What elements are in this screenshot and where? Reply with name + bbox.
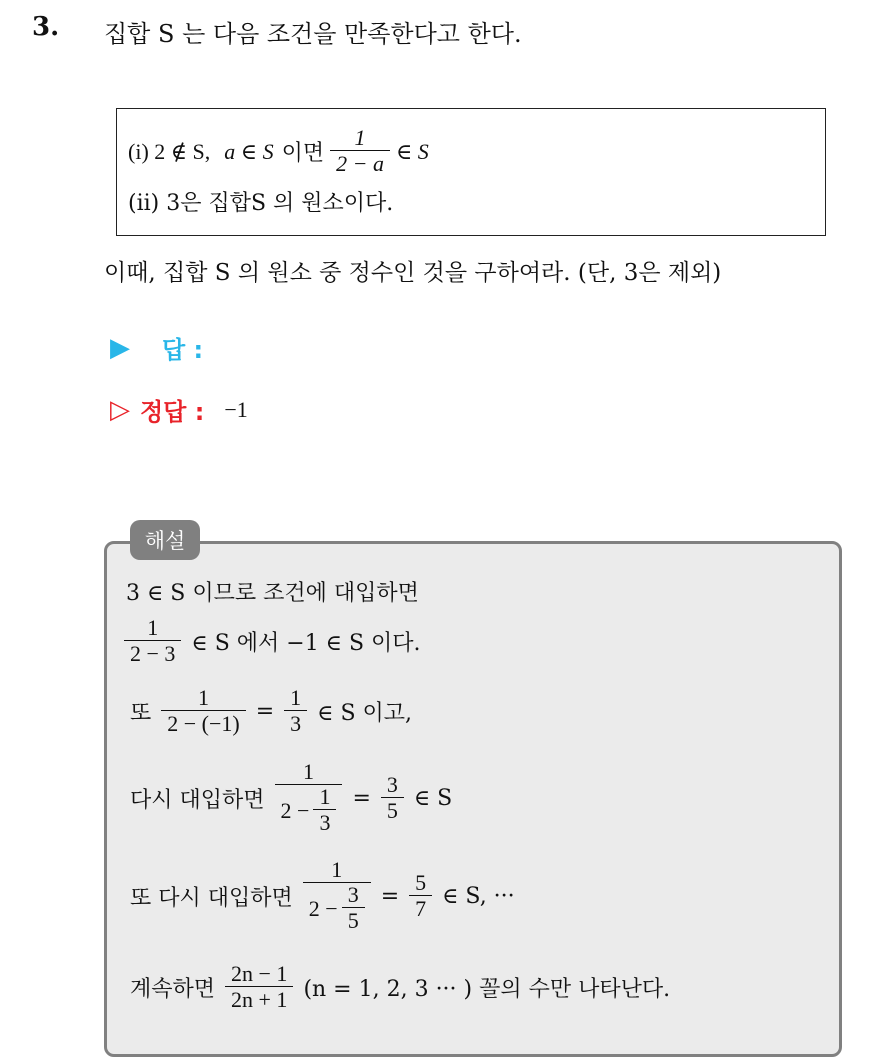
correct-answer-value: −1	[224, 396, 248, 422]
correct-answer-label: 정답 :	[140, 398, 205, 426]
condition-2: (ii) 3은 집합S 의 원소이다.	[128, 191, 394, 216]
solution-line-4-nested-denominator: 3	[313, 809, 336, 836]
solution-line-2-numerator: 1	[147, 615, 159, 640]
solution-line-3-equals: =	[255, 699, 275, 725]
condition-1-denominator: 2 − a	[330, 150, 390, 177]
solution-line-6-fraction	[225, 962, 293, 1014]
solution-line-3-fraction	[161, 686, 245, 738]
solution-line-6-denominator: 2n + 1	[225, 986, 293, 1013]
outline-triangle-icon: ▷	[110, 394, 130, 425]
solution-tag: 해설	[130, 520, 200, 560]
condition-1-then: 이면	[281, 141, 325, 167]
solution-line-4-equals: =	[352, 785, 371, 811]
solution-line-4-result-denominator: 5	[381, 797, 404, 824]
condition-1-numerator: 1	[354, 125, 366, 150]
solution-line-5-numerator: 1	[331, 857, 343, 882]
solution-line-6-tail: (n = 1, 2, 3 ··· ) 꼴의 수만 나타난다.	[303, 977, 671, 1003]
solution-line-5-result-numerator: 5	[415, 869, 427, 895]
solution-line-3	[126, 686, 416, 738]
solution-line-4-numerator: 1	[302, 759, 314, 784]
solution-line-5-result	[409, 871, 432, 923]
solution-line-3-denominator: 2 − (−1)	[161, 710, 245, 737]
solution-line-5-equals: =	[380, 883, 400, 909]
solution-line-4-result	[381, 773, 404, 825]
solution-line-3-numerator: 1	[198, 685, 209, 710]
play-triangle-icon: ▶	[110, 332, 130, 363]
solution-line-5	[126, 858, 519, 935]
condition-1	[128, 126, 429, 178]
solution-line-4-head: 다시 대입하면	[130, 787, 265, 813]
solution-line-3-result	[284, 686, 307, 738]
solution-line-1-text: 3 ∈ S 이므로 조건에 대입하면	[126, 581, 419, 606]
solution-line-6-numerator: 2n − 1	[231, 961, 288, 986]
solution-line-5-denominator	[303, 882, 371, 935]
solution-line-4-fraction	[275, 760, 343, 837]
solution-line-6-head: 계속하면	[130, 977, 216, 1003]
solution-line-2	[124, 616, 425, 668]
condition-1-fraction	[330, 126, 390, 178]
question-intro: 집합 S 는 다음 조건을 만족한다고 한다.	[104, 20, 522, 48]
solution-line-4-nested-fraction	[313, 785, 336, 837]
condition-1-prefix: (i) 2 ∉ S,	[128, 138, 211, 164]
question-prompt: 이때, 집합 S 의 원소 중 정수인 것을 구하여라. (단, 3은 제외)	[104, 260, 722, 286]
answer-label: 답 :	[162, 336, 204, 364]
condition-1-tail: ∈ S	[395, 138, 429, 164]
answer-row	[110, 330, 203, 365]
solution-line-2-denominator: 2 − 3	[124, 640, 181, 667]
solution-line-6	[126, 962, 674, 1014]
solution-line-4-den-prefix: 2 −	[280, 797, 310, 823]
question-number: 3.	[32, 12, 60, 42]
solution-line-2-fraction	[124, 616, 181, 668]
solution-line-5-tail: ∈ S, ···	[442, 883, 515, 909]
solution-line-5-result-denominator: 7	[409, 895, 432, 922]
solution-line-5-nested-numerator: 3	[347, 882, 359, 908]
solution-line-5-head: 또 다시 대입하면	[130, 885, 293, 911]
solution-line-5-nested-denominator: 5	[342, 907, 365, 934]
solution-line-4-tail: ∈ S	[413, 785, 453, 811]
solution-line-1	[126, 576, 419, 607]
correct-answer-row	[110, 392, 248, 427]
solution-line-5-nested-fraction	[342, 883, 365, 935]
solution-line-4-nested-numerator: 1	[319, 784, 331, 810]
solution-line-3-head: 또	[130, 701, 152, 727]
solution-line-4-denominator	[275, 784, 343, 837]
solution-line-3-tail: ∈ S 이고,	[317, 701, 413, 727]
solution-line-5-fraction	[303, 858, 371, 935]
solution-line-4	[126, 760, 456, 837]
solution-line-4-result-numerator: 3	[386, 771, 398, 797]
solution-line-3-result-denominator: 3	[284, 710, 307, 737]
solution-line-2-tail: ∈ S 에서 −1 ∈ S 이다.	[191, 631, 421, 657]
condition-1-a: a ∈ S	[224, 138, 274, 164]
solution-line-3-result-numerator: 1	[290, 685, 302, 710]
solution-line-5-den-prefix: 2 −	[308, 895, 338, 921]
